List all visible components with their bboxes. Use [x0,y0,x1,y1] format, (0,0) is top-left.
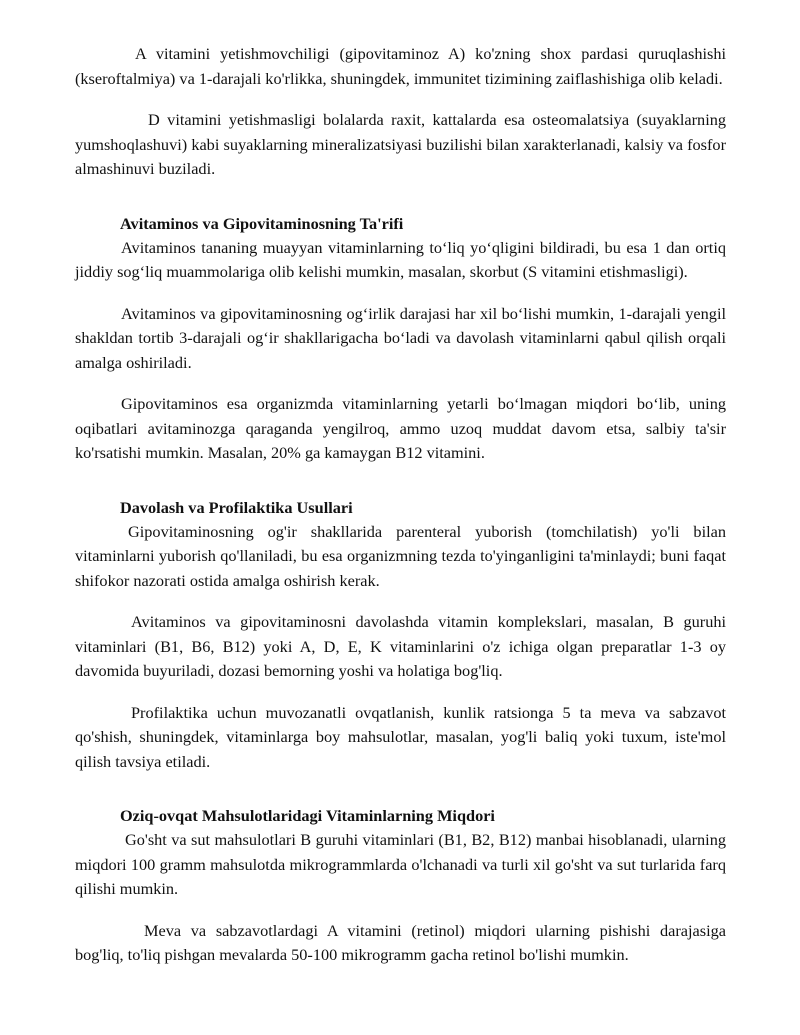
paragraph-avitaminos-definition: Avitaminos tananing muayyan vitaminlarning to‘liq yo‘qligini bildiradi, bu esa 1 dan ortiq jiddiy sog‘liq muammolariga olib kelishi mumkin, masalan, skorbut (S vitamini etishmasligi). [75,237,726,281]
section-heading-definition: Avitaminos va Gipovitaminosning Ta'rifi [120,213,404,233]
document-page [75,42,726,968]
paragraph-meat-dairy: Go'sht va sut mahsulotlari B guruhi vitaminlari (B1, B2, B12) manbai hisoblanadi, ularning miqdori 100 gramm mahsulotda mikrogrammlarda o'lchanadi va turli xil go'sht va sut turlarida farq qilishi mumkin. [75,830,726,898]
section-heading-treatment: Davolash va Profilaktika Usullari [120,497,353,517]
section-heading-food-content: Oziq-ovqat Mahsulotlaridagi Vitaminlarning Miqdori [120,806,495,825]
paragraph-prophylaxis: Profilaktika uchun muvozanatli ovqatlanish, kunlik ratsionga 5 ta meva va sabzavot qo'shish, shuningdek, vitaminlarga boy mahsulotlar, masalan, yog'li baliq yoki tuxum, iste'mol qilish tavsiya etiladi. [75,702,726,771]
paragraph-severity: Avitaminos va gipovitaminosning og‘irlik darajasi har xil bo‘lishi mumkin, 1-darajali yengil shakldan tortib 3-darajali og‘ir shakllarigacha bo‘ladi va davolash vitaminlarni qabul qilish orqali amalga oshiriladi. [75,303,726,372]
paragraph-vitamin-complexes: Avitaminos va gipovitaminosni davolashda vitamin komplekslari, masalan, B guruhi vitaminlari (B1, B6, B12) yoki A, D, E, K vitaminlarini o'z ichiga olgan preparatlar 1-3 oy davomida buyuriladi, dozasi bemorning yoshi va holatiga bog'liq. [75,612,726,680]
paragraph-fruits-vegetables: Meva va sabzavotlardagi A vitamini (retinol) miqdori ularning pishishi darajasiga bog'liq, to'liq pishgan mevalarda 50-100 mikrogramm gacha retinol bo'lishi mumkin. [75,920,726,964]
paragraph-parenteral: Gipovitaminosning og'ir shakllarida parenteral yuborish (tomchilatish) yo'li bilan vitaminlarni yuborish qo'llaniladi, bu esa organizmning tezda to'yinganligini ta'minlaydi; buni faqat shifokor nazorati ostida amalga oshirish kerak. [75,521,726,590]
paragraph-gipovitaminos: Gipovitaminos esa organizmda vitaminlarning yetarli bo‘lmagan miqdori bo‘lib, uning oqibatlari avitaminozga qaraganda yengilroq, ammo uzoq muddat davom etsa, salbiy ta'sir ko'rsatishi mumkin. Masalan, 20% ga kamaygan B12 vitamini. [75,394,726,462]
paragraph-vitamin-a: A vitamini yetishmovchiligi (gipovitaminoz A) ko'zning shox pardasi quruqlashishi (kseroftalmiya) va 1-darajali ko'rlikka, shuningdek, immunitet tizimining zaiflashishiga olib keladi. [75,44,726,88]
paragraph-vitamin-d: D vitamini yetishmasligi bolalarda raxit, kattalarda esa osteomalatsiya (suyaklarning yumshoqlashuvi) kabi suyaklarning mineralizatsiyasi buzilishi bilan xarakterlanadi, kalsiy va fosfor almashinuvi buziladi. [75,110,726,178]
